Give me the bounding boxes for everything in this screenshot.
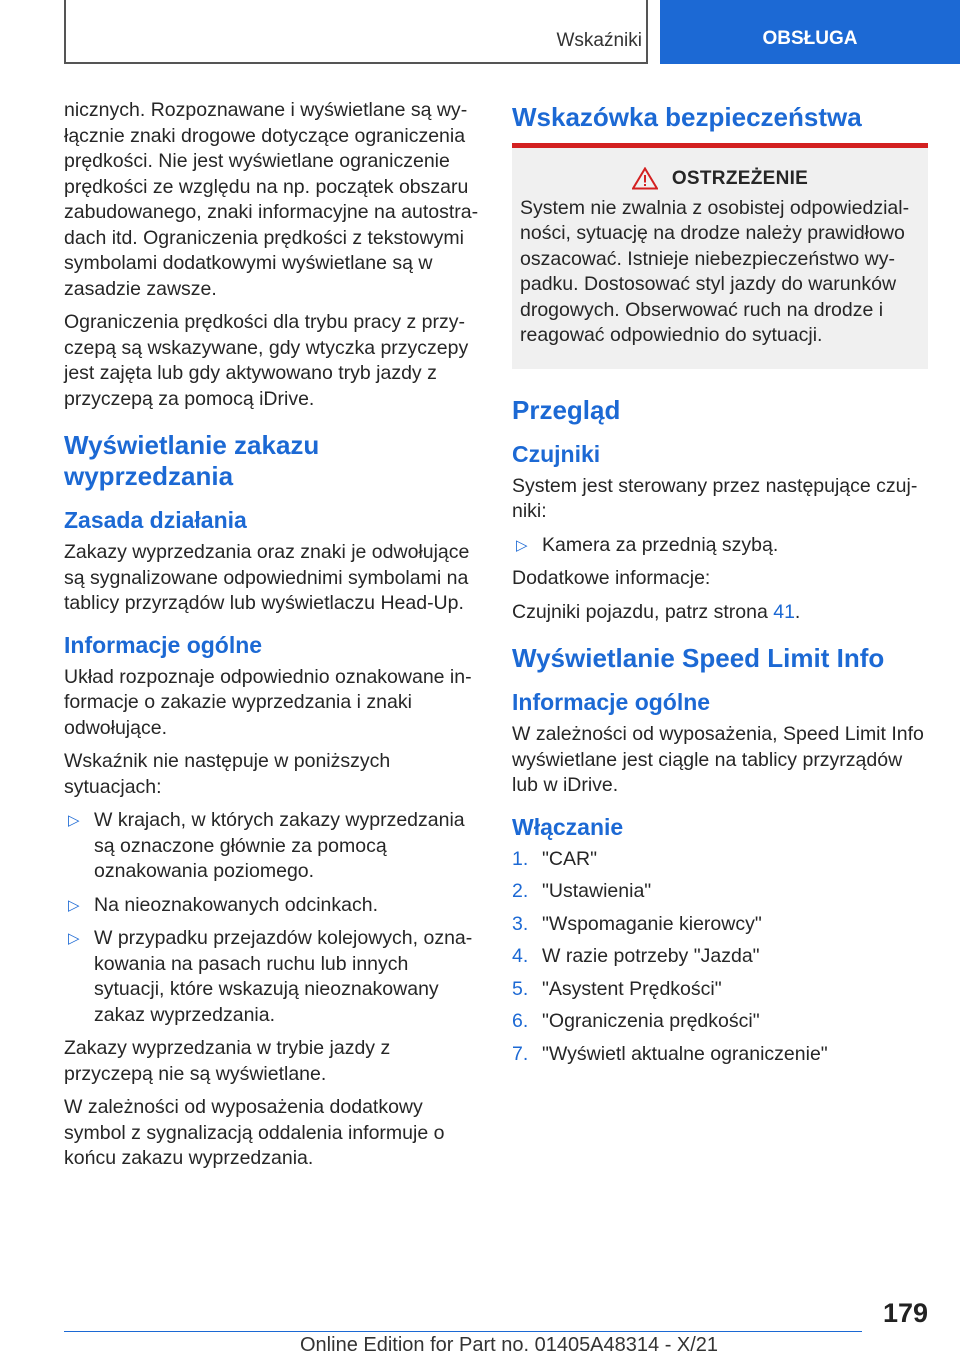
warning-text: System nie zwalnia z osobistej odpowiedzialności, sytuację na drodze należy prawidłowo oszacować. Istnieje niebezpieczeństwo wypadku. Dostosować styl jazdy do warunków drogowych. Obserwować ruch na drodze i reagować odpowiednio do sytuacji. — [520, 196, 910, 346]
paragraph: Zakazy wyprzedzania oraz znaki je odwołujące są sygnalizowane odpowiednimi symbolami na tablicy przyrządów lub wyświetlaczu Head-Up. — [64, 541, 470, 614]
paragraph: Układ rozpoznaje odpowiednio oznakowane informacje o zakazie wyprzedzania i znaki odwołujące. — [64, 665, 472, 739]
header-section-title: Wskaźniki — [556, 30, 642, 51]
paragraph: Wskaźnik nie następuje w poniższych sytuacjach: — [64, 750, 391, 798]
subsection-heading: Czujniki — [512, 440, 601, 467]
list-item: 6. "Ograniczenia prędkości" — [512, 1010, 760, 1032]
paragraph: Dodatkowe informacje: — [512, 567, 711, 589]
paragraph: W zależności od wyposażenia dodatkowy symbol z sygnalizacją oddalenia informuje o końcu zakazu wyprzedzania. — [64, 1096, 445, 1169]
list-item: 1. "CAR" — [512, 847, 598, 870]
list-item: ▷ W przypadku przejazdów kolejowych, oznakowania na pasach ruchu lub innych sytuacji, które wskazują nieoznakowany zakaz wyprzedzania. — [68, 927, 473, 1026]
left-column — [64, 98, 480, 1180]
triangle-right-icon: ▷ — [516, 536, 528, 554]
right-column — [512, 98, 928, 1074]
footer-divider — [64, 1331, 862, 1332]
numbered-list — [512, 847, 928, 1068]
section-heading: Wyświetlanie zakazu wyprzedzania — [64, 430, 320, 491]
paragraph: Ograniczenia prędkości dla trybu pracy z przyczepą są wskazywane, gdy wtyczka przyczepy jest zajęta lub gdy aktywowano tryb jazdy z przyczepą za pomocą iDrive. — [64, 311, 469, 410]
footer-edition: Online Edition for Part no. 01405A48314 - X/21 — [300, 1334, 719, 1356]
paragraph: Czujniki pojazdu, patrz strona 41. — [512, 600, 801, 623]
warning-box — [512, 143, 928, 369]
subsection-heading: Informacje ogólne — [512, 689, 711, 715]
header-chapter-tab[interactable]: OBSŁUGA — [660, 0, 960, 64]
bullet-list — [64, 808, 480, 1028]
warning-header — [520, 166, 920, 192]
list-item: ▷ Na nieoznakowanych odcinkach. — [64, 893, 480, 919]
subsection-heading: Informacje ogólne — [64, 631, 263, 658]
list-item: 4. W razie potrzeby "Jazda" — [512, 945, 760, 967]
bullet-list — [512, 533, 928, 559]
triangle-right-icon: ▷ — [68, 812, 80, 829]
section-heading: Wyświetlanie Speed Limit Info — [512, 643, 885, 673]
section-heading: Przegląd — [512, 394, 621, 425]
page-reference-link[interactable]: 41 — [773, 600, 795, 623]
paragraph: nicznych. Rozpoznawane i wyświetlane są wyłącznie znaki drogowe dotyczące ograniczenia prędkości. Nie jest wyświetlane ograniczenie prędkości ze względu na np. początek obszaru zabudowanego, znaki informacyjne na autostradach itd. Ograniczenia prędkości z tekstowymi symbolami dodatkowymi wyświetlane są w zasadzie zawsze. — [64, 99, 479, 300]
subsection-heading: Włączanie — [512, 813, 624, 840]
list-item: ▷ W krajach, w których zakazy wyprzedzania są oznaczone głównie za pomocą oznakowania poziomego. — [68, 809, 465, 882]
paragraph: W zależności od wyposażenia, Speed Limit Info wyświetlane jest ciągle na tablicy przyrządów lub w iDrive. — [512, 723, 924, 796]
warning-label: OSTRZEŻENIE — [671, 168, 809, 189]
list-item: ▷ Kamera za przednią szybą. — [512, 533, 928, 559]
subsection-heading: Zasada działania — [64, 507, 247, 533]
section-heading: Wskazówka bezpieczeństwa — [512, 102, 862, 132]
list-item: 7. "Wyświetl aktualne ograniczenie" — [512, 1042, 828, 1065]
paragraph: Zakazy wyprzedzania w trybie jazdy z przyczepą nie są wyświetlane. — [64, 1037, 391, 1085]
list-item: 3. "Wspomaganie kierowcy" — [512, 912, 762, 935]
page-number: 179 — [882, 1298, 928, 1328]
paragraph: System jest sterowany przez następujące czujniki: — [512, 474, 918, 522]
triangle-right-icon: ▷ — [68, 930, 80, 947]
list-item: 5. "Asystent Prędkości" — [512, 977, 722, 1000]
list-item: 2. "Ustawienia" — [512, 880, 652, 902]
warning-triangle-icon — [632, 167, 658, 190]
triangle-right-icon: ▷ — [68, 896, 80, 914]
